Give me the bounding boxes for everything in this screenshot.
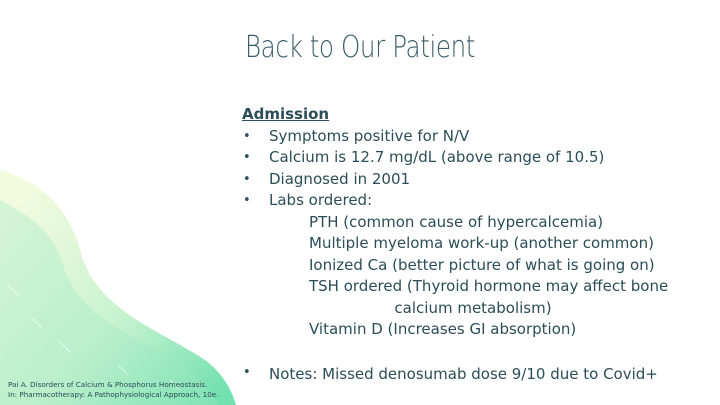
notes-bullet: [242, 365, 658, 383]
lab-item: TSH ordered (Thyroid hormone may affect bone: [309, 277, 669, 295]
citation-line: In: Pharmacotherapy: A Pathophysiological Approach, 10e.: [8, 390, 219, 399]
bullet-marker: •: [243, 128, 251, 144]
bullet-marker: •: [243, 150, 251, 165]
list-item: [242, 126, 712, 148]
slide-content: [242, 104, 712, 341]
slide-title: Back to Our Patient: [244, 30, 476, 65]
bullet-marker: •: [243, 171, 251, 187]
list-item: [242, 190, 712, 341]
list-item: [242, 147, 712, 169]
section-heading: Admission: [242, 105, 330, 123]
lab-item-continuation-text: calcium metabolism): [394, 298, 552, 317]
lab-item-continuation: [309, 298, 712, 320]
notes-text: Notes: Missed denosumab dose 9/10 due to Covid+: [269, 365, 658, 383]
lab-item: Ionized Ca (better picture of what is going on): [309, 255, 655, 274]
bullet-text: Calcium is 12.7 mg/dL (above range of 10.5): [269, 148, 605, 166]
bullet-text: Symptoms positive for N/V: [269, 126, 470, 145]
bullet-list: [242, 126, 712, 341]
labs-list: [269, 212, 712, 341]
citation-line: Pai A. Disorders of Calcium & Phosphorus Homeostasis.: [8, 380, 208, 389]
bullet-text: Diagnosed in 2001: [269, 169, 411, 188]
lab-item: PTH (common cause of hypercalcemia): [309, 212, 604, 231]
lab-item: Multiple myeloma work-up (another common): [309, 234, 654, 252]
bullet-marker: •: [243, 365, 251, 380]
bullet-marker: •: [243, 193, 251, 208]
list-item: [242, 169, 712, 191]
bullet-text: Labs ordered:: [269, 191, 373, 209]
lab-item: Vitamin D (Increases GI absorption): [309, 320, 577, 338]
citation: [8, 380, 218, 400]
